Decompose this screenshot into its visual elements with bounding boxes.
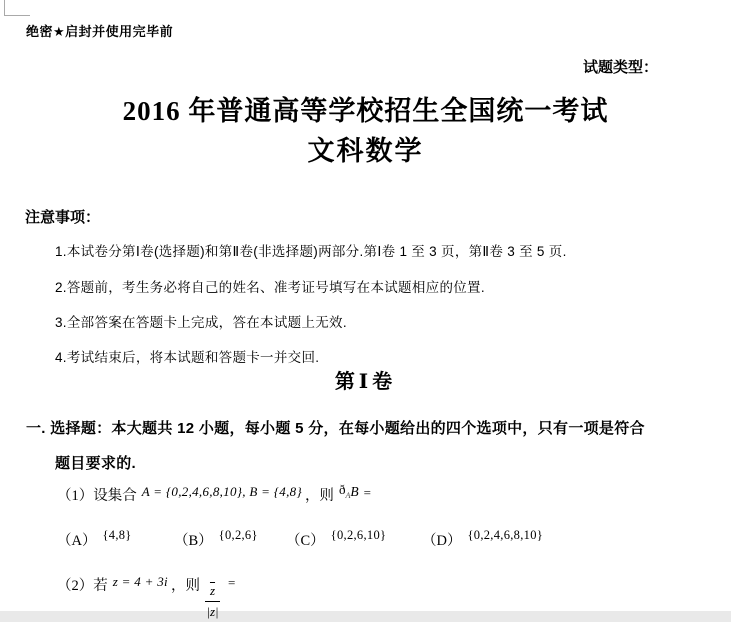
option-d — [422, 529, 543, 550]
option-a-value: {4,8} — [102, 528, 132, 542]
option-c — [286, 529, 386, 550]
option-a-label: （A） — [57, 533, 97, 549]
page-corner-crop-mark — [4, 0, 30, 16]
classification-label: 绝密★启封并使用完毕前 — [26, 24, 174, 39]
notice-item-2: 2.答题前，考生务必将自己的姓名、准考证号填写在本试题相应的位置. — [55, 280, 485, 295]
question-2-connector: ，则 — [170, 578, 200, 594]
question-1-connector: ，则 — [304, 488, 334, 504]
option-a — [57, 529, 132, 550]
multiple-choice-intro-line2: 题目要求的. — [55, 455, 136, 472]
notice-item-1: 1.本试卷分第Ⅰ卷(选择题)和第Ⅱ卷(非选择题)两部分.第Ⅰ卷 1 至 3 页，第Ⅱ卷 3 至 5 页. — [55, 244, 567, 259]
complement-operand: B — [350, 484, 359, 499]
question-2 — [57, 574, 235, 622]
exam-title-line2: 文科数学 — [307, 136, 424, 166]
fraction-denominator: |z| — [206, 604, 219, 619]
exam-title-line1: 2016 年普通高等学校招生全国统一考试 — [122, 96, 609, 126]
notice-heading: 注意事项： — [25, 209, 101, 226]
question-1 — [57, 484, 371, 505]
question-2-equals-sign: = — [228, 575, 236, 590]
fraction — [205, 580, 220, 622]
option-c-label: （C） — [286, 533, 325, 549]
question-2-expression: z = 4 + 3i — [112, 574, 168, 589]
notice-item-3: 3.全部答案在答题卡上完成，答在本试题上无效. — [55, 315, 347, 330]
section1-heading: 第Ⅰ卷 — [334, 371, 397, 393]
question-2-prefix: （2）若 — [57, 578, 108, 594]
option-d-value: {0,2,4,6,8,10} — [467, 528, 544, 542]
fraction-numerator: $\overline{z}$ — [205, 580, 220, 602]
question-1-prefix: （1）设集合 — [57, 488, 137, 504]
option-d-label: （D） — [422, 533, 462, 549]
complement-subscript: A — [345, 491, 351, 500]
option-c-value: {0,2,6,10} — [330, 528, 387, 542]
option-b-value: {0,2,6} — [218, 528, 258, 542]
question-1-set-expression: A = {0,2,4,6,8,10}, B = {4,8} — [141, 484, 302, 499]
complement-symbol: ð — [338, 482, 346, 497]
question-1-equals-sign: = — [363, 485, 371, 500]
notice-item-4: 4.考试结束后，将本试题和答题卡一并交回. — [55, 350, 320, 365]
multiple-choice-intro-line1: 一. 选择题：本大题共 12 小题，每小题 5 分，在每小题给出的四个选项中，只有一项是符合 — [26, 420, 645, 437]
option-b — [174, 529, 258, 550]
option-b-label: （B） — [174, 533, 213, 549]
paper-type-label: 试题类型： — [583, 59, 659, 76]
